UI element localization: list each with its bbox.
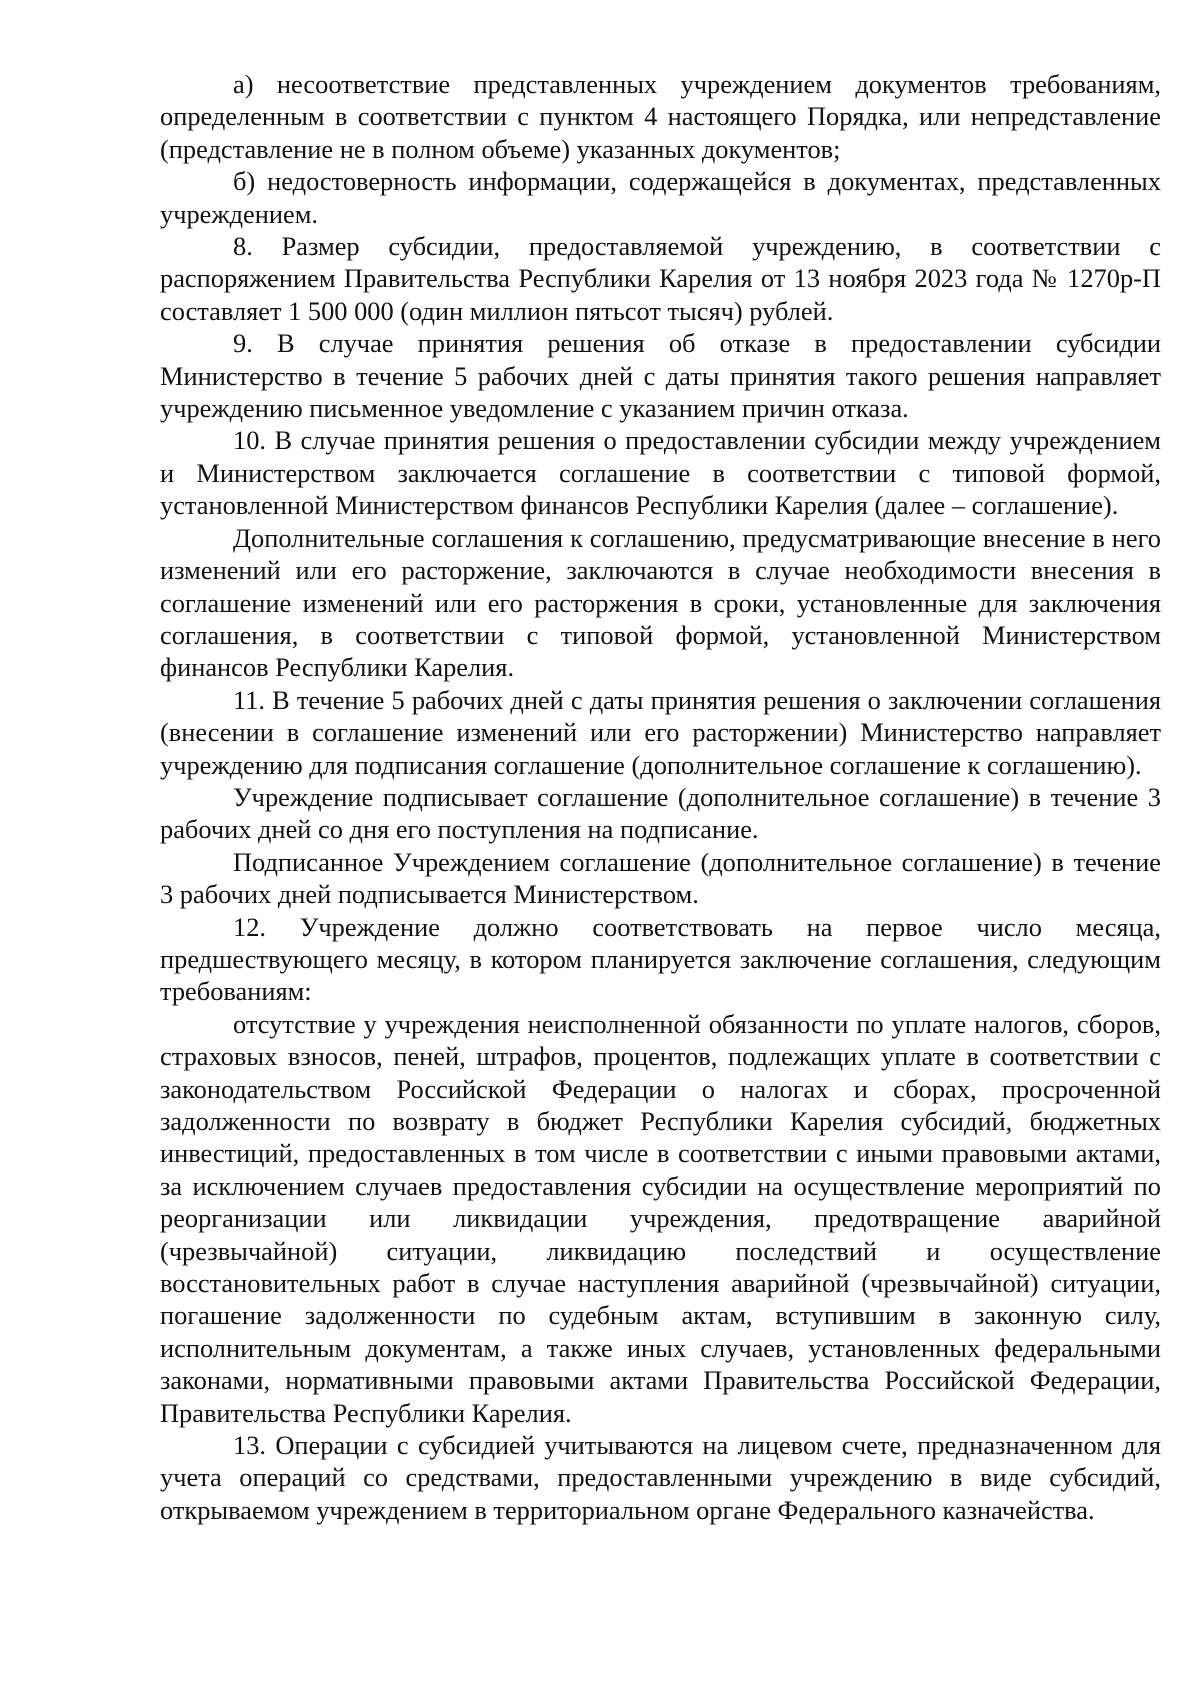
paragraph-9: 9. В случае принятия решения об отказе в предоставлении субсидии Министерство в течение 5 рабочих дней с даты принятия такого решения направляет учреждению письменное уведомление с указанием причин отказа.: [160, 328, 1161, 424]
paragraph-10: 10. В случае принятия решения о предоставлении субсидии между учреждением и Министерством заключается соглашение в соответствии с типовой формой, установленной Министерством финансов Республики Карелия (далее – соглашение).: [160, 425, 1161, 521]
paragraph-11-ministry-signing: Подписанное Учреждением соглашение (дополнительное соглашение) в течение 3 рабочих дней подписывается Министерством.: [160, 846, 1161, 910]
paragraph-7b: б) недостоверность информации, содержащейся в документах, представленных учреждением.: [160, 166, 1161, 229]
paragraph-12: 12. Учреждение должно соответствовать на первое число месяца, предшествующего месяцу, в котором планируется заключение соглашения, следующим требованиям:: [160, 911, 1161, 1007]
paragraph-8: 8. Размер субсидии, предоставляемой учреждению, в соответствии с распоряжением Правительства Республики Карелия от 13 ноября 2023 года № 1270р-П составляет 1 500 000 (один миллион пятьсот тысяч) рублей.: [160, 231, 1161, 326]
paragraph-11: 11. В течение 5 рабочих дней с даты принятия решения о заключении соглашения (внесении в соглашение изменений или его расторжении) Министерство направляет учреждению для подписания соглашение (дополнительное соглашение к соглашению).: [160, 684, 1161, 780]
paragraph-12-requirement: отсутствие у учреждения неисполненной обязанности по уплате налогов, сборов, страховых взносов, пеней, штрафов, процентов, подлежащих уплате в соответствии с законодательством Российской Федерации о налогах и сборах, просроченной задолженности по возврату в бюджет Республики Карелия субсидий, бюджетных инвестиций, предоставленных в том числе в соответствии с иными правовыми актами, за исключением случаев предоставления субсидии на осуществление мероприятий по реорганизации или ликвидации учреждения, предотвращение аварийной (чрезвычайной) ситуации, ликвидацию последствий и осуществление восстановительных работ в случае наступления аварийной (чрезвычайной) ситуации, погашение задолженности по судебным актам, вступившим в законную силу, исполнительным документам, а также иных случаев, установленных федеральными законами, нормативными правовыми актами Правительства Российской Федерации, Правительства Республики Карелия.: [160, 1008, 1161, 1428]
paragraph-13: 13. Операции с субсидией учитываются на лицевом счете, предназначенном для учета операций со средствами, предоставленными учреждению в виде субсидий, открываемом учреждением в территориальном органе Федерального казначейства.: [160, 1430, 1161, 1525]
paragraph-7a: а) несоответствие представленных учреждением документов требованиям, определенным в соответствии с пунктом 4 настоящего Порядка, или непредставление (представление не в полном объеме) указанных документов;: [160, 69, 1161, 164]
document-page: [160, 68, 1161, 1526]
paragraph-10-additional-agreements: Дополнительные соглашения к соглашению, предусматривающие внесение в него изменений или его расторжение, заключаются в случае необходимости внесения в соглашение изменений или его расторжения в сроки, установленные для заключения соглашения, в соответствии с типовой формой, установленной Министерством финансов Республики Карелия.: [160, 522, 1161, 683]
paragraph-11-signing: Учреждение подписывает соглашение (дополнительное соглашение) в течение 3 рабочих дней со дня его поступления на подписание.: [160, 781, 1161, 845]
